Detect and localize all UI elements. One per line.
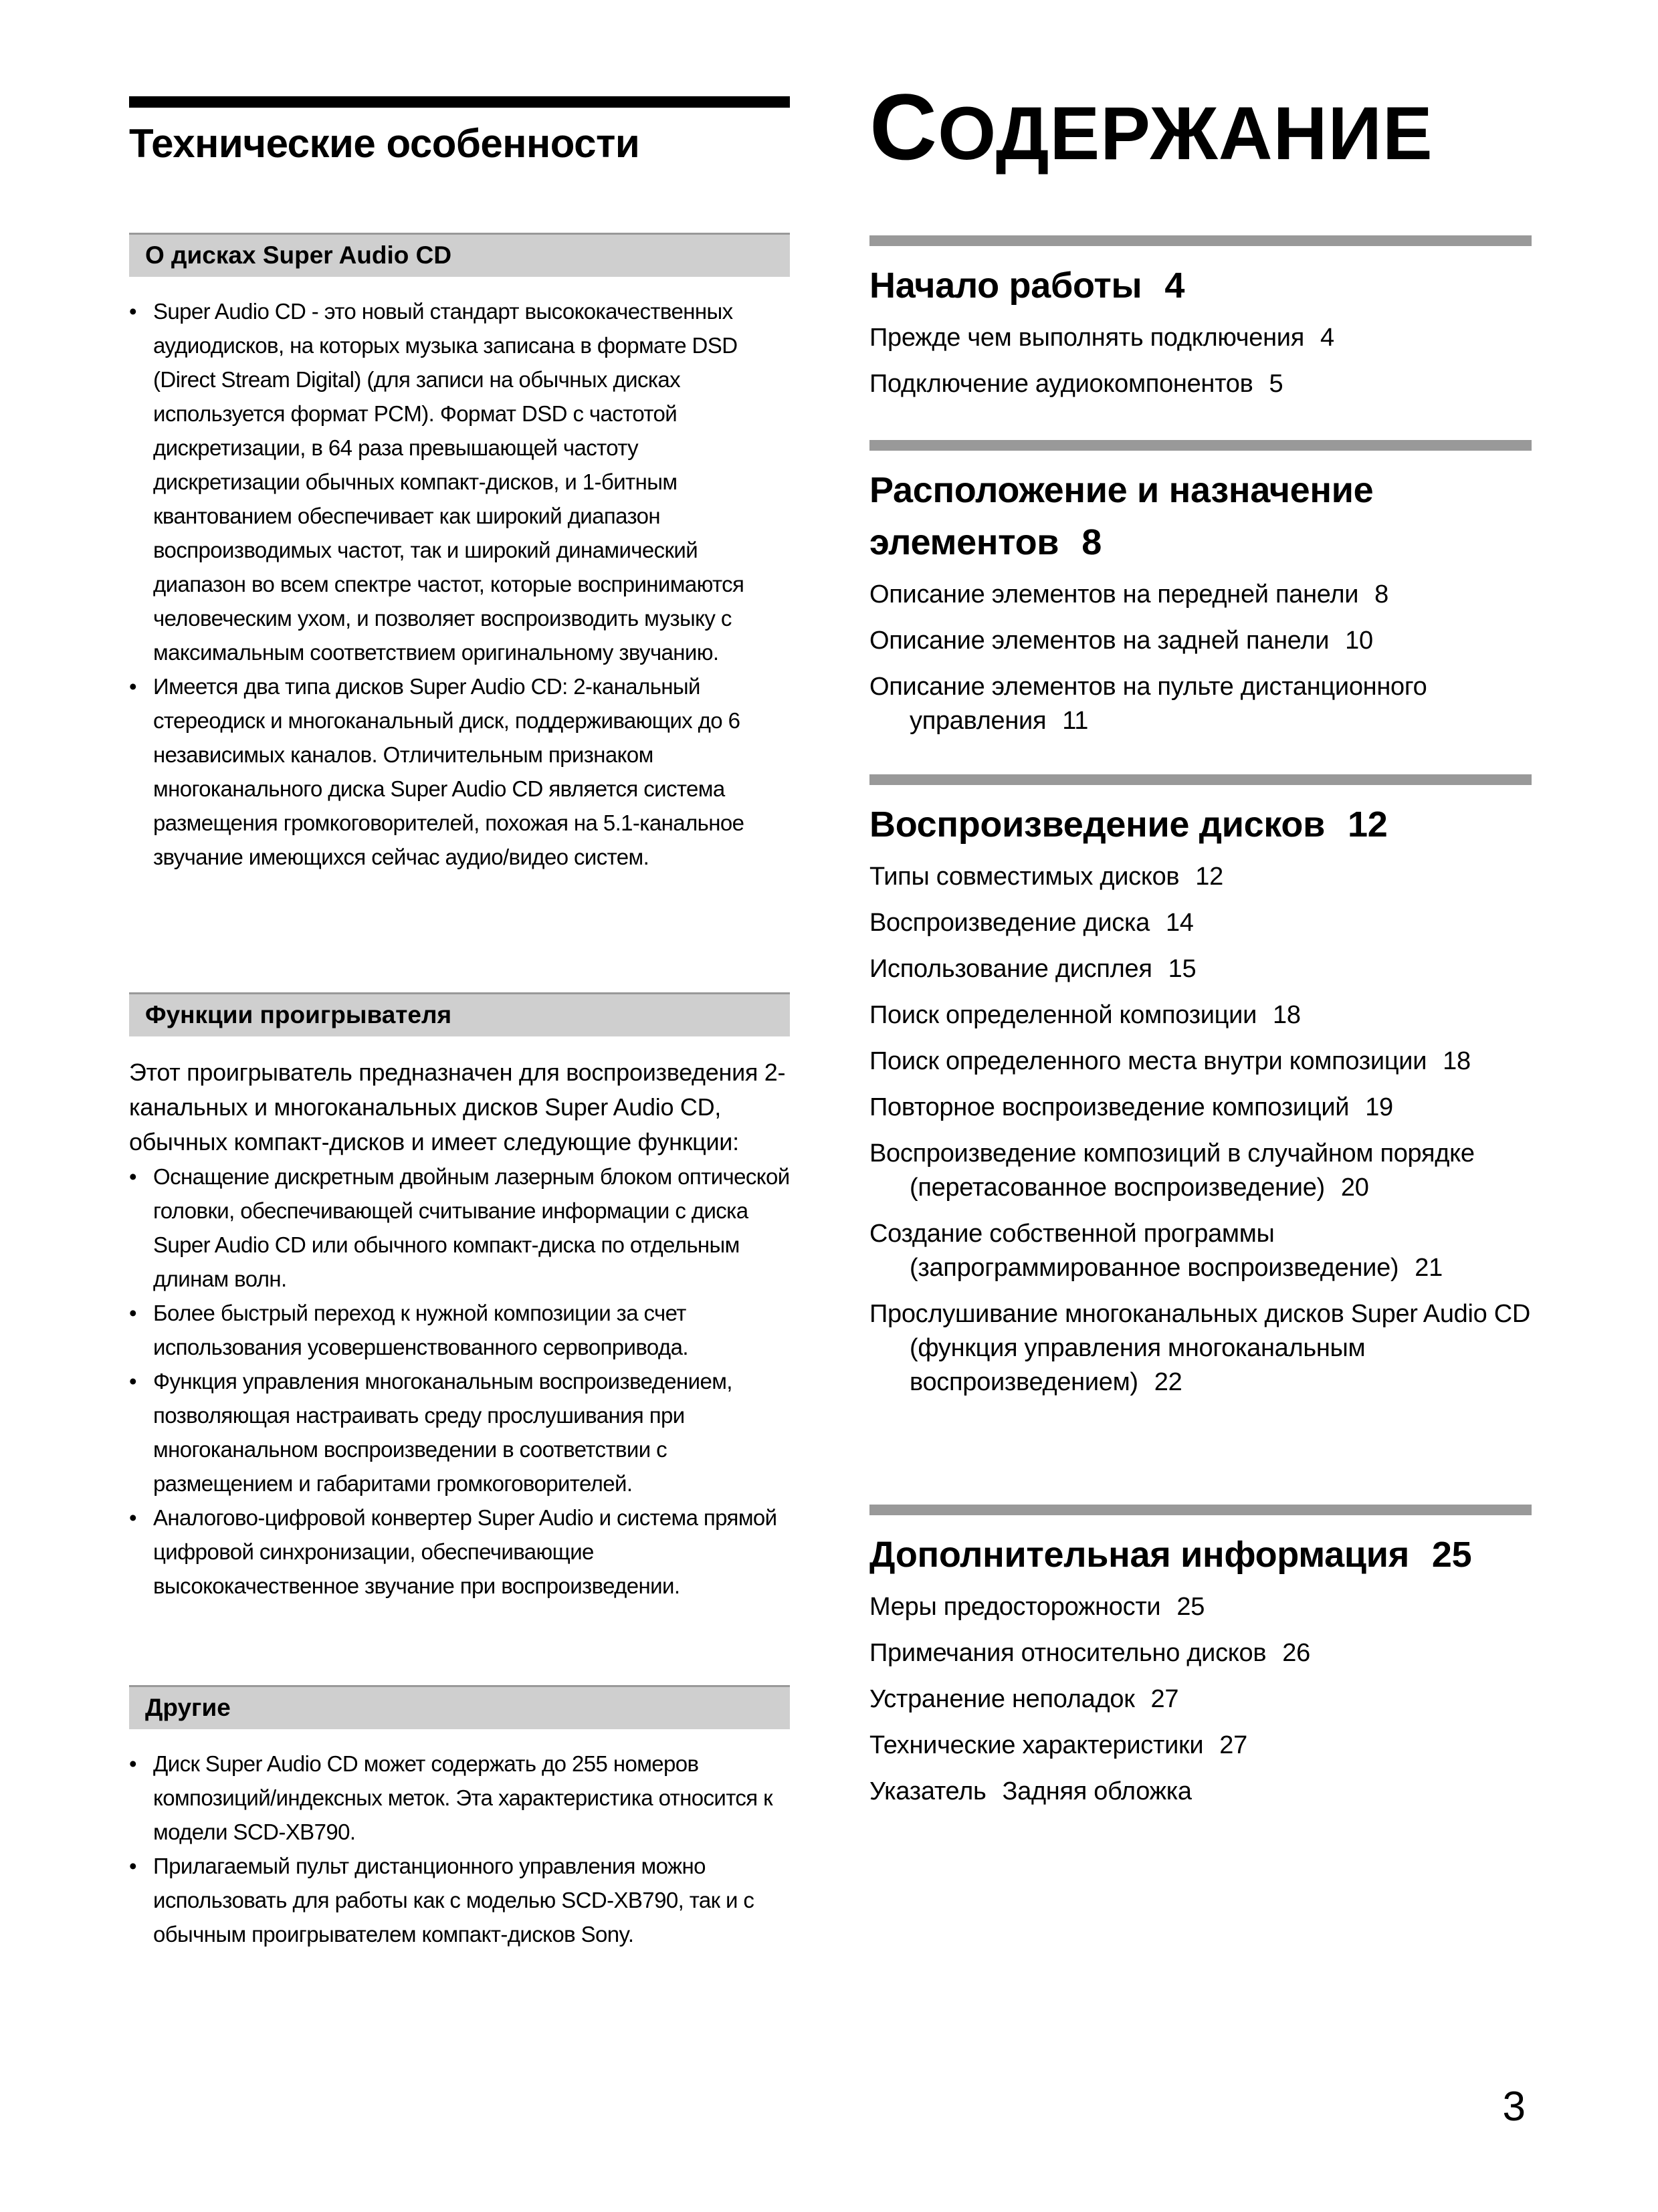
features-title: Технические особенности <box>129 121 640 166</box>
section-other <box>129 1685 790 1951</box>
toc-page: 12 <box>1195 863 1223 891</box>
toc-page: 5 <box>1269 370 1283 398</box>
toc-page: 19 <box>1365 1093 1393 1121</box>
toc-list <box>869 860 1532 1400</box>
toc-page: 14 <box>1165 909 1194 937</box>
toc-item[interactable]: Указатель Задняя обложка <box>869 1777 1192 1805</box>
toc-item[interactable]: Поиск определенной композиции 18 <box>869 1001 1301 1029</box>
bullet-icon: • <box>129 1854 136 1878</box>
toc-page: 11 <box>1062 707 1089 735</box>
toc-page: 8 <box>1081 522 1102 562</box>
toc-page: 10 <box>1345 627 1373 655</box>
toc-item[interactable]: Повторное воспроизведение композиций 19 <box>869 1093 1393 1121</box>
bullet-icon: • <box>129 1505 136 1530</box>
toc-item[interactable]: Примечания относительно дисков 26 <box>869 1639 1310 1667</box>
toc-item[interactable]: Прослушивание многоканальных дисков Super Audio CD (функция управления многоканальным воспроизведением) 22 <box>869 1300 1531 1396</box>
section-intro: Этот проигрыватель предназначен для воспроизведения 2-канальных и многоканальных дисков Super Audio CD, обычных компакт-дисков и имеет следующие функции: <box>129 1059 786 1155</box>
toc-page: 4 <box>1320 324 1334 352</box>
list-item: • Аналогово-цифровой конвертер Super Audio и система прямой цифровой синхронизации, обеспечивающие высококачественное звучание при воспроизведении. <box>129 1501 790 1603</box>
toc-page: 25 <box>1176 1593 1205 1621</box>
section-player-functions <box>129 992 790 1603</box>
section-header: Функции проигрывателя <box>129 992 790 1036</box>
section-header: О дисках Super Audio CD <box>129 233 790 277</box>
toc-page: 22 <box>1154 1368 1182 1396</box>
toc-page: 26 <box>1282 1639 1310 1667</box>
toc-page: 25 <box>1431 1535 1472 1575</box>
bullet-icon: • <box>129 1751 136 1776</box>
section-divider <box>869 235 1532 246</box>
toc-section-additional-info <box>869 1505 1532 1821</box>
toc-list <box>869 1590 1532 1809</box>
contents-title: СОДЕРЖАНИЕ <box>869 74 1433 179</box>
bullet-icon: • <box>129 1164 136 1189</box>
section-divider <box>869 1505 1532 1515</box>
toc-page: 12 <box>1348 804 1388 845</box>
toc-page: Задняя обложка <box>1002 1777 1192 1805</box>
toc-list <box>869 321 1532 401</box>
bullet-icon: • <box>129 1301 136 1325</box>
bullet-icon: • <box>129 299 136 324</box>
toc-item[interactable]: Описание элементов на пульте дистанционного управления 11 <box>869 673 1427 735</box>
toc-item[interactable]: Подключение аудиокомпонентов 5 <box>869 370 1283 398</box>
list-item: • Super Audio CD - это новый стандарт высококачественных аудиодисков, на которых музыка записана в формате DSD (Direct Stream Digital) (для записи на обычных дисках используется формат PCM). Формат DSD с частотой дискретизации, в 64 раза превышающей частоту дискретизации обычных компакт-дисков, и 1-битным квантованием обеспечивает как широкий диапазон воспроизводимых частот, так и широкий динамический диапазон во всем спектре частот, которые воспринимаются человеческим ухом, и позволяет воспроизводить музыку с максимальным соответствием оригинальному звучанию. <box>129 294 790 669</box>
section-header: Другие <box>129 1685 790 1729</box>
toc-item[interactable]: Технические характеристики 27 <box>869 1731 1247 1759</box>
toc-item[interactable]: Устранение неполадок 27 <box>869 1685 1179 1713</box>
top-rule <box>129 96 790 108</box>
bullet-list <box>129 294 790 874</box>
toc-page: 4 <box>1164 265 1185 306</box>
toc-heading[interactable]: Расположение и назначение элементов 8 <box>869 470 1374 562</box>
toc-page: 20 <box>1340 1174 1369 1202</box>
section-divider <box>869 774 1532 785</box>
bullet-list <box>129 1159 790 1603</box>
toc-page: 18 <box>1443 1047 1471 1075</box>
list-item: • Диск Super Audio CD может содержать до 255 номеров композиций/индексных меток. Эта характеристика относится к модели SCD-XB790. <box>129 1747 790 1849</box>
toc-list <box>869 578 1532 738</box>
toc-heading[interactable]: Начало работы 4 <box>869 265 1185 306</box>
toc-item[interactable]: Использование дисплея 15 <box>869 955 1197 983</box>
list-item: • Более быстрый переход к нужной композиции за счет использования усовершенствованного сервопривода. <box>129 1296 790 1364</box>
toc-item[interactable]: Типы совместимых дисков 12 <box>869 863 1223 891</box>
toc-heading[interactable]: Воспроизведение дисков 12 <box>869 804 1388 845</box>
list-item: • Прилагаемый пульт дистанционного управления можно использовать для работы как с моделью SCD-XB790, так и с обычным проигрывателем компакт-дисков Sony. <box>129 1849 790 1951</box>
toc-item[interactable]: Воспроизведение диска 14 <box>869 909 1194 937</box>
toc-heading[interactable]: Дополнительная информация 25 <box>869 1535 1472 1575</box>
list-item: • Функция управления многоканальным воспроизведением, позволяющая настраивать среду прослушивания при многоканальном воспроизведении в соответствии с размещением и габаритами громкоговорителей. <box>129 1364 790 1501</box>
toc-page: 15 <box>1168 955 1197 983</box>
section-divider <box>869 440 1532 451</box>
toc-section-controls <box>869 440 1532 750</box>
toc-item[interactable]: Описание элементов на передней панели 8 <box>869 580 1388 609</box>
toc-item[interactable]: Поиск определенного места внутри композиции 18 <box>869 1047 1471 1075</box>
toc-page: 18 <box>1273 1001 1301 1029</box>
toc-item[interactable]: Описание элементов на задней панели 10 <box>869 627 1373 655</box>
bullet-icon: • <box>129 674 136 699</box>
toc-page: 8 <box>1374 580 1388 609</box>
section-about-sacd <box>129 233 790 874</box>
toc-item[interactable]: Прежде чем выполнять подключения 4 <box>869 324 1334 352</box>
list-item: • Оснащение дискретным двойным лазерным блоком оптической головки, обеспечивающей считывание информации с диска Super Audio CD или обычного компакт-диска по отдельным длинам волн. <box>129 1159 790 1296</box>
page-number: 3 <box>1502 2084 1526 2130</box>
list-item: • Имеется два типа дисков Super Audio CD: 2-канальный стереодиск и многоканальный диск, поддерживающих до 6 независимых каналов. Отличительным признаком многоканального диска Super Audio CD является система размещения громкоговорителей, похожая на 5.1-канальное звучание имеющихся сейчас аудио/видео систем. <box>129 669 790 874</box>
toc-item[interactable]: Создание собственной программы (запрограммированное воспроизведение) 21 <box>869 1220 1443 1282</box>
features-column <box>129 96 790 1947</box>
toc-page: 21 <box>1415 1254 1443 1282</box>
toc-section-playback <box>869 774 1532 1412</box>
toc-section-getting-started <box>869 235 1532 413</box>
toc-page: 27 <box>1219 1731 1247 1759</box>
toc-page: 27 <box>1150 1685 1179 1713</box>
toc-item[interactable]: Воспроизведение композиций в случайном порядке (перетасованное воспроизведение) 20 <box>869 1139 1475 1202</box>
bullet-icon: • <box>129 1369 136 1394</box>
bullet-list <box>129 1747 790 1951</box>
toc-item[interactable]: Меры предосторожности 25 <box>869 1593 1205 1621</box>
